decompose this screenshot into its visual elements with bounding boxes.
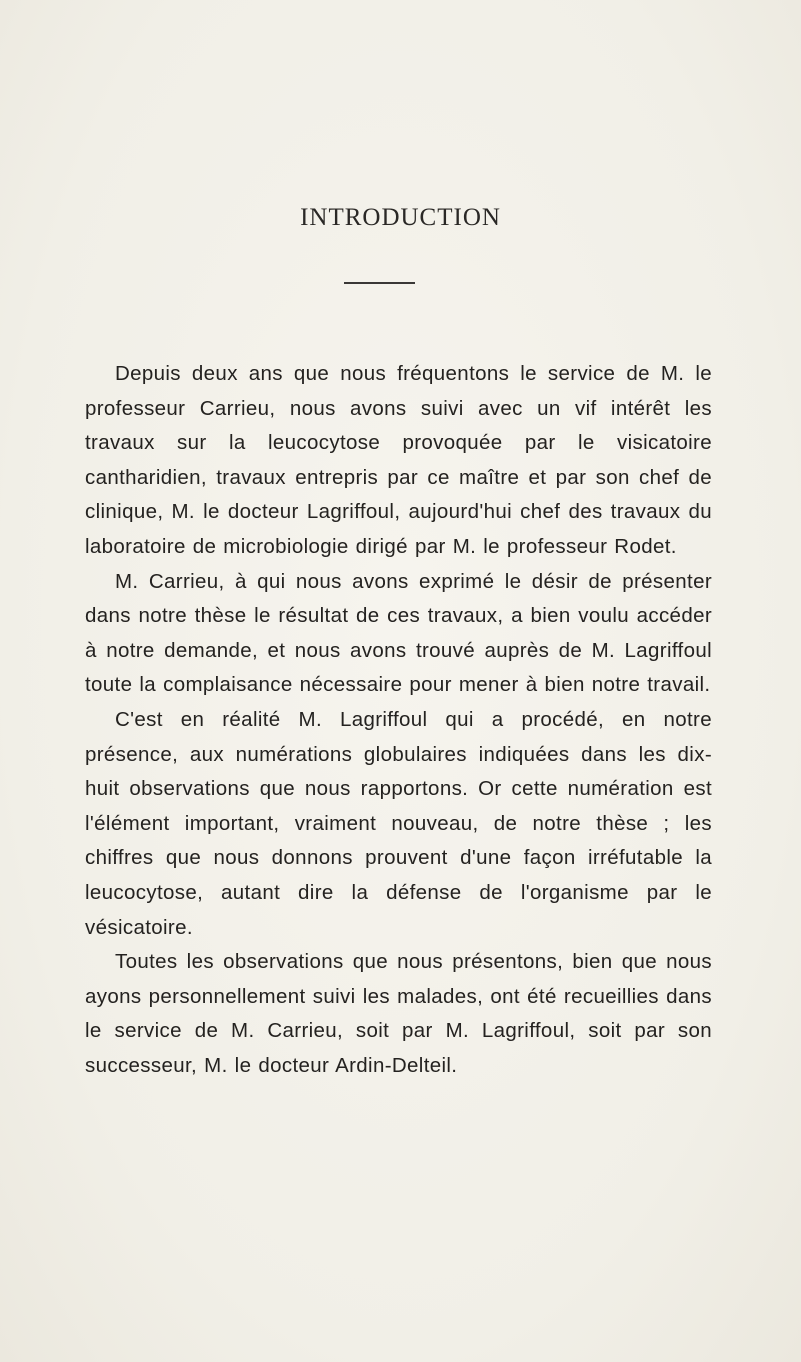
- paragraph-4: Toutes les observations que nous présentons, bien que nous ayons personnellement suivi les malades, ont été recueillies dans le service de M. Carrieu, soit par M. Lagriffoul, soit par son successeur, M. le docteur Ardin-Delteil.: [85, 950, 712, 1077]
- page-title: INTRODUCTION: [300, 204, 501, 231]
- paragraph-2: M. Carrieu, à qui nous avons exprimé le désir de présenter dans notre thèse le résultat de ces travaux, a bien voulu accéder à notre demande, et nous avons trouvé auprès de M. Lagriffoul toute la complaisance nécessaire pour mener à bien notre travail.: [85, 569, 712, 697]
- paragraph-1: Depuis deux ans que nous fréquentons le service de M. le professeur Carrieu, nous avons suivi avec un vif intérêt les travaux sur la leucocytose provoquée par le visicatoire cantharidien, travaux entrepris par ce maître et par son chef de clinique, M. le docteur Lagriffoul, aujourd'hui chef des travaux du laboratoire de microbiologie dirigé par M. le professeur Rodet.: [85, 362, 712, 558]
- paragraph-3: C'est en réalité M. Lagriffoul qui a procédé, en notre présence, aux numérations globulaires indiquées dans les dix-huit observations que nous rapportons. Or cette numération est l'élément important, vraiment nouveau, de notre thèse ; les chiffres que nous donnons prouvent d'une façon irréfutable la leucocytose, autant dire la défense de l'organisme par le vésicatoire.: [85, 707, 712, 939]
- title-divider: [344, 282, 415, 284]
- body-text: [85, 357, 712, 1083]
